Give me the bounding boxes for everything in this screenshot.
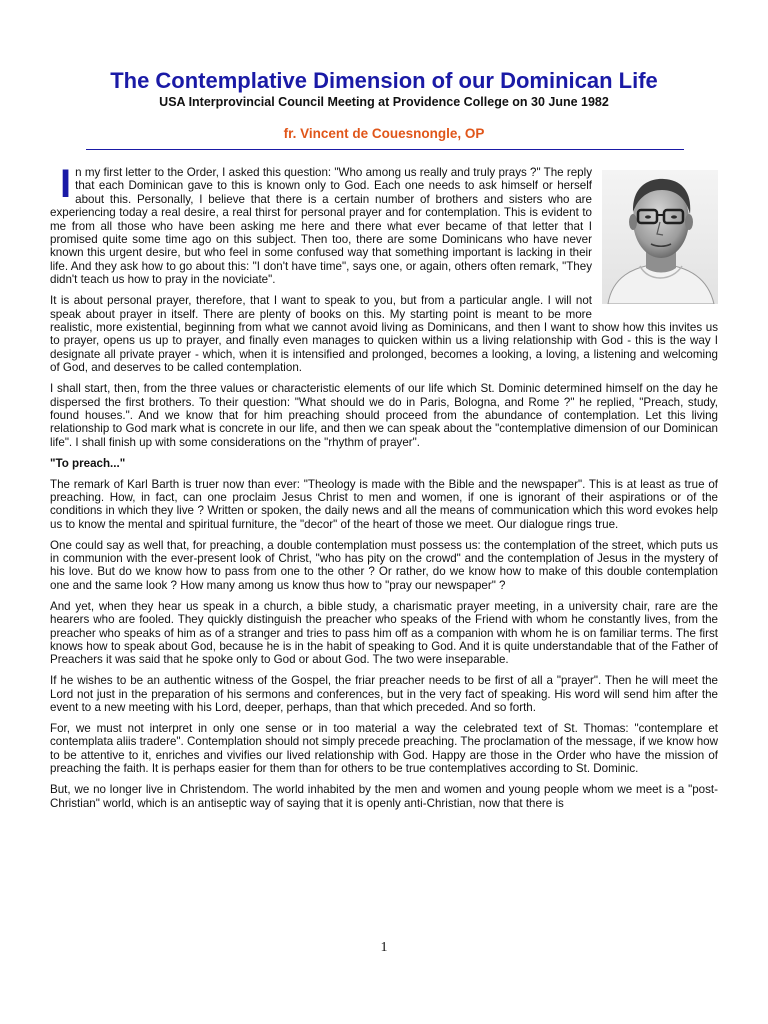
- drop-cap: I: [60, 162, 72, 206]
- article-body: [50, 162, 718, 817]
- paragraph: And yet, when they hear us speak in a church, a bible study, a charismatic prayer meeting, in a university chair, rare are the hearers who are fooled. They quickly distinguish the preacher who speaks of the Friend with whom he constantly lives, from the preacher who speaks of him as of a stranger and tries to pass him off as a companion with whom he is on familiar terms. The first knows how to speak about God, because he is in the habit of speaking to God. And it is quite understandable that of the Father of Preachers it was said that he spoke only to God or about God. The two were inseparable.: [50, 599, 718, 667]
- section-heading: "To preach...": [50, 456, 126, 470]
- page-title: The Contemplative Dimension of our Dominican Life: [110, 68, 658, 93]
- paragraph: The remark of Karl Barth is truer now than ever: "Theology is made with the Bible and the newspaper". This is at least as true of preaching. How, in fact, can one proclaim Jesus Christ to men and women, if one is ignorant of their aspirations or of the conditions in which they live ? Written or spoken, the daily news and all the means of communication which this word evokes help us to know the mental and spiritual furniture, the "decor" of the heart of those we meet. Our dialogue rings true.: [50, 477, 718, 531]
- paragraph: But, we no longer live in Christendom. The world inhabited by the men and women and young people whom we meet is a "post-Christian" world, which is an antiseptic way of saying that it is openly anti-Christian, now that there is: [50, 783, 718, 810]
- paragraph: One could say as well that, for preaching, a double contemplation must possess us: the contemplation of the street, which puts us in communion with the ever-present look of Christ, "who has pity on the crowd" and the contemplation of Jesus in the mystery of his love. But do we know how to pass from one to the other ? Or rather, do we know how to make of this double contemplation one and the same look ? How many among us know thus how to "pray our newspaper" ?: [50, 538, 718, 592]
- author-line: fr. Vincent de Couesnongle, OP: [283, 126, 485, 141]
- paragraph: I shall start, then, from the three values or characteristic elements of our life which St. Dominic determined himself on the day he dispersed the first brothers. To their question: "What should we do in Paris, Bologna, and Rome ?" he replied, "Preach, study, found houses.". And we know that for him preaching should proceed from the abundance of contemplation. Let this living relationship to God mark what is concrete in our life, and then we can speak about the "contemplative dimension of our Dominican life". I shall finish up with some considerations on the "rhythm of prayer".: [50, 382, 718, 449]
- portrait-photo-icon: [602, 170, 718, 304]
- page-number: 1: [380, 940, 388, 955]
- paragraph: For, we must not interpret in only one sense or in too material a way the celebrated text of St. Thomas: "contemplare et contemplata aliis tradere". Contemplation should not simply precede preaching. The proclamation of the message, if we know how to be attentive to it, enriches and vivifies our lived relationship with God. Happy are those in the Order who have the mission of preaching the faith. It is perhaps easier for them than for others to be true contemplatives according to St. Dominic.: [50, 722, 718, 776]
- subtitle: USA Interprovincial Council Meeting at Providence College on 30 June 1982: [159, 95, 609, 109]
- header-divider: [86, 149, 684, 150]
- paragraph: If he wishes to be an authentic witness of the Gospel, the friar preacher needs to be first of all a "prayer". Then he will meet the Lord not just in the preparation of his sermons and conferences, but in the very fact of speaking. His word will send him after the event to a new meeting with his Lord, deeper, perhaps, than that which preceded. And so forth.: [50, 674, 718, 715]
- paragraph: It is about personal prayer, therefore, that I want to speak to you, but from a particular angle. I will not speak about prayer in itself. There are plenty of books on this. My starting point is meant to be more realistic, more existential, beginning from what we cannot avoid living as Dominicans, and then I want to show how this invites us to prayer, opens us up to prayer, and finally even manages to quicken within us a living relationship with God - this is the way I designate all private prayer - which, when it is intensified and prolonged, becomes a looking, a loving, a listening and welcoming of God, and deserves to be called contemplation.: [50, 294, 718, 375]
- portrait-illustration: [602, 170, 718, 304]
- paragraph-text: n my first letter to the Order, I asked this question: "Who among us really and truly prays ?" The reply that each Dominican gave to this is known only to God. Each one needs to ask himself or herself about this. Personally, I believe that there is a certain number of brothers and sisters who are experiencing today a real desire, a real thirst for personal prayer and for contemplation. This is evident to me from all those who have been asking me here and there what ever became of that letter that I promised quite some time ago on this subject. Then too, there are some Dominicans who have never known this urgent desire, but who feel in some confused way that something important is lacking in their life. And they ask how to go about this: "I don't have time", says one, or again, others often remark, "They didn't teach us how to pray in the noviciate".: [50, 166, 592, 287]
